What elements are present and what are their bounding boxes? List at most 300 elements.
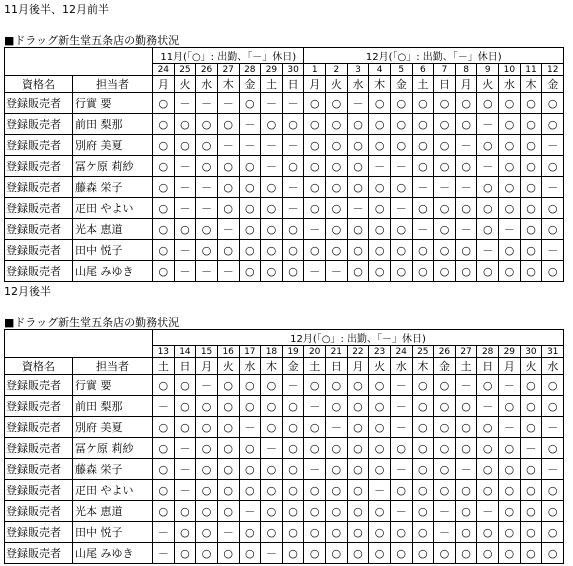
- attendance-mark: ○: [239, 219, 261, 240]
- table-row: [5, 93, 564, 114]
- weekday-cell: 月: [455, 76, 477, 93]
- staff-name-cell: 前田 梨那: [73, 396, 153, 417]
- attendance-mark: ○: [390, 480, 412, 501]
- attendance-mark: －: [261, 438, 283, 459]
- date-cell: 21: [326, 346, 348, 358]
- attendance-mark: ○: [282, 459, 304, 480]
- attendance-mark: ○: [455, 543, 477, 564]
- section-label: 12月後半: [4, 285, 51, 298]
- table-row: [5, 135, 564, 156]
- attendance-mark: ○: [369, 396, 391, 417]
- attendance-mark: －: [217, 219, 239, 240]
- table-row: [5, 522, 564, 543]
- attendance-mark: ○: [412, 417, 434, 438]
- attendance-mark: －: [282, 198, 304, 219]
- attendance-mark: ○: [412, 543, 434, 564]
- staff-name-cell: 田中 悦子: [73, 240, 153, 261]
- attendance-mark: ○: [369, 135, 391, 156]
- section-label: 11月後半、12月前半: [4, 3, 109, 16]
- weekday-cell: 金: [542, 76, 564, 93]
- attendance-mark: ○: [304, 522, 326, 543]
- attendance-mark: ○: [196, 114, 218, 135]
- attendance-mark: ○: [455, 261, 477, 282]
- attendance-mark: ○: [412, 501, 434, 522]
- date-cell: 1: [304, 64, 326, 76]
- attendance-mark: ○: [239, 543, 261, 564]
- table-row: [5, 156, 564, 177]
- attendance-mark: ○: [239, 459, 261, 480]
- weekday-cell: 日: [282, 76, 304, 93]
- qualification-cell: 登録販売者: [5, 198, 73, 219]
- attendance-mark: －: [326, 261, 348, 282]
- attendance-mark: ○: [217, 501, 239, 522]
- attendance-mark: ○: [347, 240, 369, 261]
- attendance-mark: ○: [174, 417, 196, 438]
- attendance-mark: ○: [520, 375, 542, 396]
- attendance-mark: －: [282, 135, 304, 156]
- date-cell: 23: [369, 346, 391, 358]
- attendance-mark: ○: [217, 114, 239, 135]
- attendance-mark: ○: [304, 156, 326, 177]
- attendance-mark: ○: [261, 375, 283, 396]
- attendance-mark: ○: [520, 135, 542, 156]
- attendance-mark: －: [499, 417, 521, 438]
- weekday-cell: 金: [282, 358, 304, 375]
- attendance-mark: ○: [412, 198, 434, 219]
- attendance-mark: ○: [326, 438, 348, 459]
- attendance-mark: －: [390, 198, 412, 219]
- attendance-mark: －: [477, 396, 499, 417]
- attendance-mark: ○: [390, 219, 412, 240]
- qualification-cell: 登録販売者: [5, 438, 73, 459]
- weekday-cell: 金: [239, 76, 261, 93]
- attendance-mark: －: [196, 93, 218, 114]
- date-cell: 24: [390, 346, 412, 358]
- attendance-mark: －: [282, 375, 304, 396]
- attendance-mark: ○: [282, 480, 304, 501]
- attendance-mark: ○: [520, 417, 542, 438]
- attendance-mark: ○: [499, 438, 521, 459]
- attendance-mark: ○: [347, 501, 369, 522]
- attendance-mark: ○: [369, 543, 391, 564]
- attendance-mark: ○: [282, 240, 304, 261]
- qualification-cell: 登録販売者: [5, 396, 73, 417]
- attendance-mark: ○: [196, 396, 218, 417]
- attendance-mark: ○: [261, 522, 283, 543]
- date-cell: 30: [520, 346, 542, 358]
- attendance-mark: ○: [196, 240, 218, 261]
- date-cell: 31: [542, 346, 564, 358]
- weekday-cell: 土: [304, 358, 326, 375]
- attendance-mark: ○: [542, 375, 564, 396]
- attendance-mark: ○: [542, 438, 564, 459]
- attendance-mark: ○: [239, 156, 261, 177]
- month-header: 12月(「○」: 出勤、「－」休日): [304, 48, 564, 64]
- attendance-mark: ○: [434, 417, 456, 438]
- attendance-mark: －: [542, 240, 564, 261]
- weekday-cell: 日: [174, 358, 196, 375]
- attendance-mark: －: [261, 156, 283, 177]
- qualification-cell: 登録販売者: [5, 135, 73, 156]
- staff-name-cell: 藤森 栄子: [73, 177, 153, 198]
- attendance-mark: ○: [304, 501, 326, 522]
- attendance-mark: ○: [390, 522, 412, 543]
- attendance-mark: ○: [261, 177, 283, 198]
- attendance-mark: －: [477, 240, 499, 261]
- attendance-mark: ○: [239, 438, 261, 459]
- attendance-mark: －: [174, 438, 196, 459]
- attendance-mark: －: [412, 177, 434, 198]
- attendance-mark: ○: [542, 501, 564, 522]
- attendance-mark: ○: [499, 93, 521, 114]
- weekday-cell: 水: [196, 76, 218, 93]
- attendance-mark: ○: [261, 219, 283, 240]
- attendance-mark: ○: [520, 459, 542, 480]
- attendance-mark: －: [153, 396, 175, 417]
- weekday-cell: 月: [196, 358, 218, 375]
- attendance-mark: ○: [477, 93, 499, 114]
- attendance-mark: －: [455, 135, 477, 156]
- attendance-mark: ○: [261, 261, 283, 282]
- attendance-mark: ○: [455, 417, 477, 438]
- weekday-cell: 金: [390, 76, 412, 93]
- attendance-mark: ○: [261, 459, 283, 480]
- qualification-cell: 登録販売者: [5, 459, 73, 480]
- attendance-mark: －: [434, 522, 456, 543]
- date-cell: 22: [347, 346, 369, 358]
- weekday-cell: 水: [542, 358, 564, 375]
- qualification-cell: 登録販売者: [5, 156, 73, 177]
- table-row: [5, 114, 564, 135]
- attendance-mark: ○: [434, 240, 456, 261]
- attendance-mark: ○: [326, 198, 348, 219]
- attendance-mark: ○: [412, 480, 434, 501]
- attendance-mark: ○: [261, 114, 283, 135]
- attendance-mark: ○: [455, 114, 477, 135]
- attendance-mark: ○: [369, 501, 391, 522]
- date-cell: 30: [282, 64, 304, 76]
- date-cell: 13: [153, 346, 175, 358]
- date-cell: 7: [434, 64, 456, 76]
- qualification-cell: 登録販売者: [5, 501, 73, 522]
- attendance-mark: －: [174, 480, 196, 501]
- attendance-mark: ○: [217, 480, 239, 501]
- attendance-mark: ○: [390, 177, 412, 198]
- attendance-mark: ○: [369, 177, 391, 198]
- attendance-mark: ○: [217, 240, 239, 261]
- weekday-cell: 水: [347, 76, 369, 93]
- attendance-mark: ○: [412, 114, 434, 135]
- attendance-mark: ○: [217, 156, 239, 177]
- attendance-mark: ○: [390, 261, 412, 282]
- table-row: [5, 543, 564, 564]
- attendance-mark: ○: [174, 375, 196, 396]
- weekday-cell: 水: [499, 76, 521, 93]
- attendance-mark: ○: [455, 480, 477, 501]
- attendance-mark: ○: [520, 198, 542, 219]
- attendance-mark: －: [390, 417, 412, 438]
- attendance-mark: ○: [434, 480, 456, 501]
- attendance-mark: ○: [196, 543, 218, 564]
- attendance-mark: ○: [239, 375, 261, 396]
- table-row: [5, 219, 564, 240]
- attendance-mark: ○: [196, 438, 218, 459]
- date-cell: 19: [282, 346, 304, 358]
- attendance-mark: ○: [412, 261, 434, 282]
- attendance-mark: ○: [542, 156, 564, 177]
- attendance-mark: ○: [412, 396, 434, 417]
- attendance-mark: ○: [434, 135, 456, 156]
- qualification-cell: 登録販売者: [5, 261, 73, 282]
- attendance-mark: ○: [326, 240, 348, 261]
- attendance-mark: ○: [261, 240, 283, 261]
- attendance-mark: －: [390, 375, 412, 396]
- attendance-mark: ○: [153, 375, 175, 396]
- attendance-mark: －: [304, 396, 326, 417]
- attendance-mark: ○: [455, 198, 477, 219]
- attendance-mark: ○: [304, 438, 326, 459]
- attendance-mark: ○: [520, 543, 542, 564]
- attendance-mark: ○: [520, 156, 542, 177]
- staff-name-cell: 疋田 やよい: [73, 480, 153, 501]
- table-row: [5, 438, 564, 459]
- date-cell: 14: [174, 346, 196, 358]
- header-blank: [5, 330, 153, 358]
- attendance-mark: ○: [477, 417, 499, 438]
- attendance-mark: ○: [455, 240, 477, 261]
- attendance-mark: ○: [217, 417, 239, 438]
- date-cell: 10: [499, 64, 521, 76]
- attendance-mark: ○: [304, 198, 326, 219]
- attendance-mark: －: [261, 543, 283, 564]
- attendance-mark: －: [174, 459, 196, 480]
- weekday-cell: 月: [304, 76, 326, 93]
- month-header: 11月(「○」: 出勤、「－」休日): [153, 48, 304, 64]
- table-row: [5, 417, 564, 438]
- attendance-mark: ○: [217, 438, 239, 459]
- attendance-mark: ○: [412, 522, 434, 543]
- attendance-mark: －: [239, 135, 261, 156]
- store-title: ■ドラッグ新生堂五条店の勤務状況: [4, 34, 180, 47]
- date-cell: 29: [261, 64, 283, 76]
- attendance-mark: ○: [347, 396, 369, 417]
- staff-name-cell: 別府 美夏: [73, 135, 153, 156]
- attendance-mark: ○: [326, 480, 348, 501]
- attendance-mark: ○: [217, 459, 239, 480]
- attendance-mark: －: [282, 177, 304, 198]
- date-cell: 12: [542, 64, 564, 76]
- attendance-mark: ○: [499, 240, 521, 261]
- weekday-cell: 木: [217, 76, 239, 93]
- attendance-mark: ○: [304, 135, 326, 156]
- attendance-mark: ○: [477, 219, 499, 240]
- attendance-mark: ○: [520, 177, 542, 198]
- attendance-mark: －: [477, 114, 499, 135]
- attendance-mark: ○: [347, 543, 369, 564]
- attendance-mark: －: [239, 417, 261, 438]
- attendance-mark: －: [347, 93, 369, 114]
- staff-name-cell: 前田 梨那: [73, 114, 153, 135]
- attendance-mark: ○: [455, 396, 477, 417]
- attendance-mark: －: [434, 177, 456, 198]
- date-cell: 28: [239, 64, 261, 76]
- weekday-cell: 月: [499, 358, 521, 375]
- attendance-mark: ○: [477, 198, 499, 219]
- schedule-table: [4, 47, 564, 282]
- attendance-mark: ○: [455, 522, 477, 543]
- attendance-mark: ○: [412, 438, 434, 459]
- attendance-mark: －: [261, 93, 283, 114]
- attendance-mark: －: [261, 135, 283, 156]
- attendance-mark: ○: [239, 198, 261, 219]
- qualification-cell: 登録販売者: [5, 417, 73, 438]
- attendance-mark: ○: [499, 396, 521, 417]
- date-cell: 16: [217, 346, 239, 358]
- attendance-mark: －: [499, 219, 521, 240]
- staff-name-cell: 行實 要: [73, 375, 153, 396]
- attendance-mark: ○: [412, 375, 434, 396]
- attendance-mark: ○: [412, 240, 434, 261]
- attendance-mark: ○: [326, 219, 348, 240]
- attendance-mark: －: [369, 480, 391, 501]
- attendance-mark: ○: [477, 135, 499, 156]
- attendance-mark: －: [326, 417, 348, 438]
- date-cell: 5: [390, 64, 412, 76]
- date-cell: 26: [196, 64, 218, 76]
- staff-name-cell: 田中 悦子: [73, 522, 153, 543]
- weekday-cell: 金: [434, 358, 456, 375]
- attendance-mark: ○: [304, 93, 326, 114]
- date-cell: 17: [239, 346, 261, 358]
- attendance-mark: ○: [196, 156, 218, 177]
- attendance-mark: ○: [326, 93, 348, 114]
- table-row: [5, 375, 564, 396]
- weekday-cell: 火: [520, 358, 542, 375]
- attendance-mark: ○: [477, 375, 499, 396]
- attendance-mark: ○: [499, 480, 521, 501]
- attendance-mark: ○: [239, 396, 261, 417]
- attendance-mark: ○: [239, 240, 261, 261]
- attendance-mark: ○: [455, 156, 477, 177]
- attendance-mark: －: [390, 396, 412, 417]
- attendance-mark: ○: [520, 219, 542, 240]
- attendance-mark: ○: [153, 438, 175, 459]
- staff-name-cell: 疋田 やよい: [73, 198, 153, 219]
- attendance-mark: ○: [542, 543, 564, 564]
- attendance-mark: －: [239, 114, 261, 135]
- attendance-mark: ○: [326, 501, 348, 522]
- attendance-mark: ○: [261, 198, 283, 219]
- attendance-mark: ○: [196, 459, 218, 480]
- attendance-mark: ○: [153, 114, 175, 135]
- col-header-staff: 担当者: [73, 358, 153, 375]
- attendance-mark: ○: [347, 261, 369, 282]
- weekday-cell: 火: [477, 76, 499, 93]
- attendance-mark: ○: [239, 522, 261, 543]
- attendance-mark: ○: [542, 219, 564, 240]
- attendance-mark: －: [174, 177, 196, 198]
- attendance-mark: ○: [369, 522, 391, 543]
- attendance-mark: ○: [326, 396, 348, 417]
- table-row: [5, 240, 564, 261]
- attendance-mark: ○: [499, 198, 521, 219]
- attendance-mark: －: [282, 93, 304, 114]
- date-cell: 24: [153, 64, 175, 76]
- attendance-mark: ○: [239, 177, 261, 198]
- attendance-mark: ○: [153, 135, 175, 156]
- attendance-mark: ○: [304, 240, 326, 261]
- attendance-mark: ○: [520, 396, 542, 417]
- attendance-mark: ○: [326, 375, 348, 396]
- attendance-mark: －: [304, 261, 326, 282]
- table-row: [5, 459, 564, 480]
- staff-name-cell: 山尾 みゆき: [73, 543, 153, 564]
- weekday-cell: 木: [520, 76, 542, 93]
- attendance-mark: ○: [347, 156, 369, 177]
- attendance-mark: ○: [477, 438, 499, 459]
- attendance-mark: ○: [196, 219, 218, 240]
- attendance-mark: －: [390, 459, 412, 480]
- attendance-mark: ○: [196, 522, 218, 543]
- table-row: [5, 501, 564, 522]
- attendance-mark: －: [174, 261, 196, 282]
- attendance-mark: ○: [412, 459, 434, 480]
- attendance-mark: ○: [261, 480, 283, 501]
- staff-name-cell: 山尾 みゆき: [73, 261, 153, 282]
- staff-name-cell: 別府 美夏: [73, 417, 153, 438]
- attendance-mark: ○: [434, 375, 456, 396]
- attendance-mark: －: [455, 459, 477, 480]
- staff-name-cell: 行實 要: [73, 93, 153, 114]
- attendance-mark: －: [304, 219, 326, 240]
- attendance-mark: ○: [174, 114, 196, 135]
- attendance-mark: ○: [326, 135, 348, 156]
- qualification-cell: 登録販売者: [5, 240, 73, 261]
- date-cell: 4: [369, 64, 391, 76]
- weekday-cell: 月: [153, 76, 175, 93]
- store-title: ■ドラッグ新生堂五条店の勤務状況: [4, 316, 180, 329]
- date-cell: 20: [304, 346, 326, 358]
- attendance-mark: －: [542, 177, 564, 198]
- qualification-cell: 登録販売者: [5, 219, 73, 240]
- weekday-cell: 木: [412, 358, 434, 375]
- weekday-cell: 日: [477, 358, 499, 375]
- attendance-mark: －: [455, 375, 477, 396]
- attendance-mark: －: [390, 501, 412, 522]
- attendance-mark: ○: [153, 480, 175, 501]
- weekday-cell: 土: [412, 76, 434, 93]
- attendance-mark: －: [153, 522, 175, 543]
- qualification-cell: 登録販売者: [5, 543, 73, 564]
- attendance-mark: ○: [196, 135, 218, 156]
- attendance-mark: ○: [282, 543, 304, 564]
- table-row: [5, 261, 564, 282]
- table-row: [5, 177, 564, 198]
- attendance-mark: ○: [196, 501, 218, 522]
- weekday-cell: 火: [217, 358, 239, 375]
- attendance-mark: －: [196, 261, 218, 282]
- qualification-cell: 登録販売者: [5, 177, 73, 198]
- attendance-mark: ○: [261, 501, 283, 522]
- attendance-mark: ○: [153, 240, 175, 261]
- weekday-cell: 木: [261, 358, 283, 375]
- attendance-mark: ○: [369, 240, 391, 261]
- attendance-mark: －: [217, 135, 239, 156]
- attendance-mark: ○: [217, 177, 239, 198]
- date-cell: 8: [455, 64, 477, 76]
- attendance-mark: －: [174, 156, 196, 177]
- attendance-mark: ○: [174, 543, 196, 564]
